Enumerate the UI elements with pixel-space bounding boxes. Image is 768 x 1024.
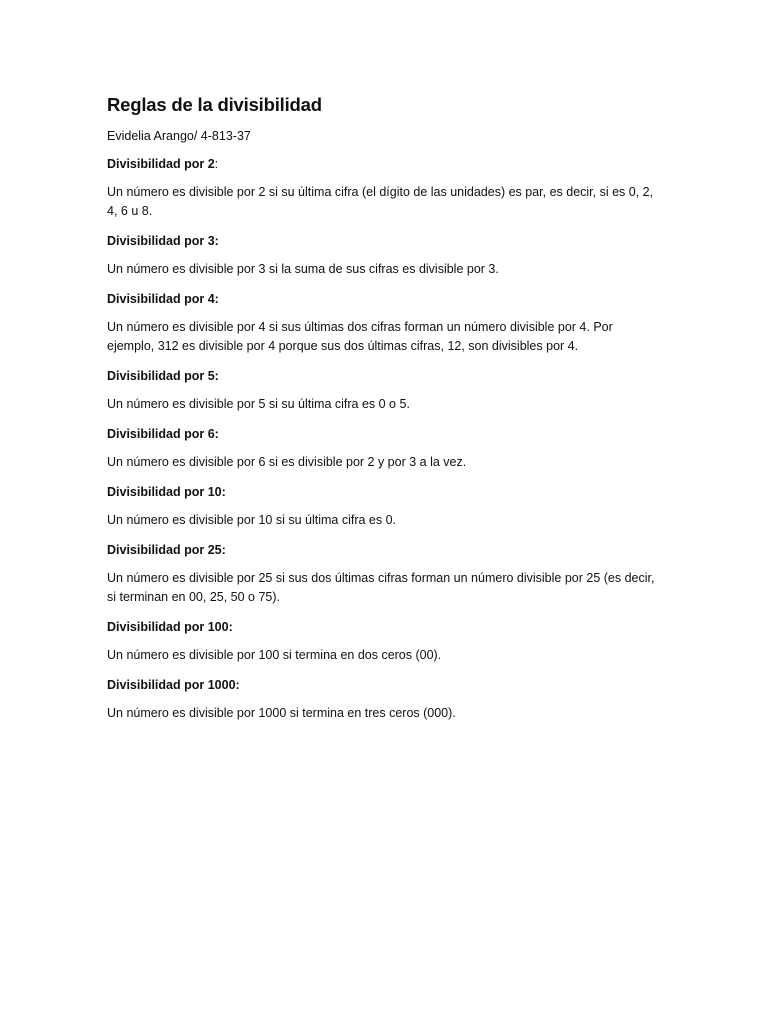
rule-divisibility-2 (107, 155, 663, 221)
rule-text: Un número es divisible por 3 si la suma de sus cifras es divisible por 3. (107, 262, 499, 276)
rule-text: Un número es divisible por 100 si termina en dos ceros (00). (107, 648, 442, 662)
rule-divisibility-5 (107, 367, 663, 414)
author-line: Evidelia Arango/ 4-813-37 (107, 129, 251, 143)
rule-divisibility-1000 (107, 676, 663, 723)
rule-heading: Divisibilidad por 6: (107, 427, 219, 441)
rule-text: Un número es divisible por 5 si su última cifra es 0 o 5. (107, 397, 410, 411)
rule-heading-text: Divisibilidad por 2 (107, 157, 215, 171)
rule-divisibility-100 (107, 618, 663, 665)
document-page (107, 92, 663, 734)
rule-heading (107, 155, 663, 173)
rule-heading: Divisibilidad por 25: (107, 543, 226, 557)
rule-heading: Divisibilidad por 4: (107, 292, 219, 306)
rule-heading: Divisibilidad por 3: (107, 234, 219, 248)
rule-heading-colon: : (214, 157, 219, 171)
rule-text: Un número es divisible por 25 si sus dos últimas cifras forman un número divisible por 25 (es decir, si terminan en 00, 25, 50 o 75). (107, 571, 655, 604)
rule-divisibility-3 (107, 232, 663, 279)
rule-heading: Divisibilidad por 10: (107, 485, 226, 499)
document-title: Reglas de la divisibilidad (107, 94, 322, 115)
rule-divisibility-10 (107, 483, 663, 530)
rule-heading: Divisibilidad por 1000: (107, 678, 240, 692)
rule-divisibility-25 (107, 541, 663, 607)
rule-text: Un número es divisible por 1000 si termina en tres ceros (000). (107, 706, 456, 720)
rule-divisibility-4 (107, 290, 663, 356)
rule-text: Un número es divisible por 2 si su última cifra (el dígito de las unidades) es par, es decir, si es 0, 2, 4, 6 u 8. (107, 185, 654, 218)
rule-heading: Divisibilidad por 5: (107, 369, 219, 383)
rule-text: Un número es divisible por 10 si su última cifra es 0. (107, 513, 397, 527)
rule-divisibility-6 (107, 425, 663, 472)
rule-text: Un número es divisible por 6 si es divisible por 2 y por 3 a la vez. (107, 455, 467, 469)
rule-heading: Divisibilidad por 100: (107, 620, 233, 634)
rule-text: Un número es divisible por 4 si sus últimas dos cifras forman un número divisible por 4. Por ejemplo, 312 es divisible por 4 porque sus dos últimas cifras, 12, son divisibles por 4. (107, 320, 613, 353)
